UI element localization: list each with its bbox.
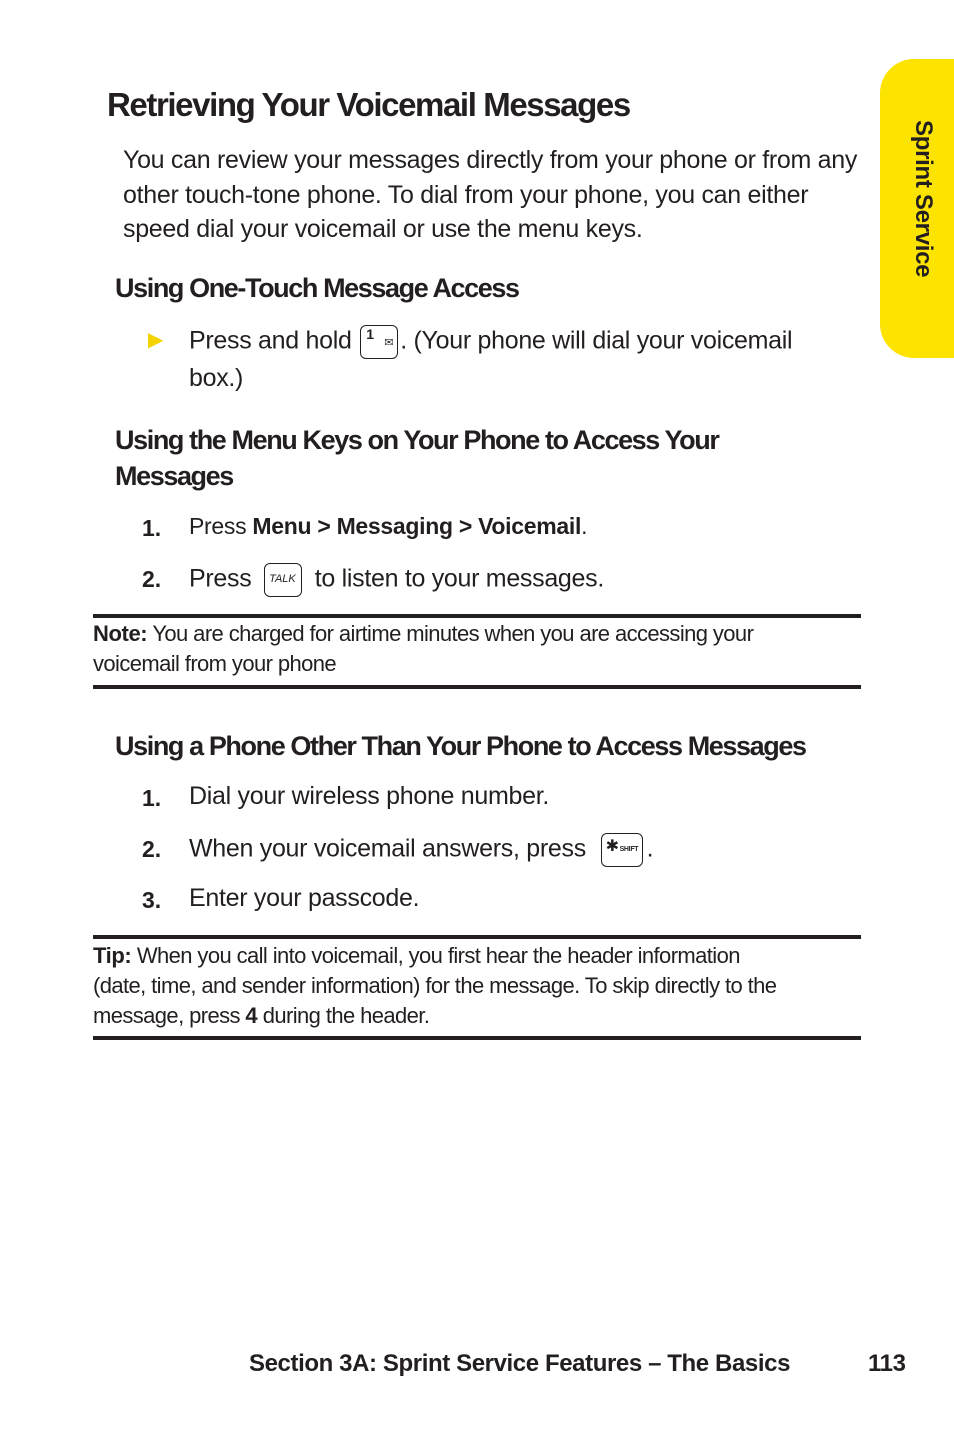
voicemail-key-icon: 1 ✉	[360, 325, 398, 359]
step-menu-path: Press Menu > Messaging > Voicemail.	[189, 513, 588, 539]
tip-label: Tip:	[93, 943, 132, 968]
step-text: Enter your passcode.	[189, 884, 420, 912]
page-title: Retrieving Your Voicemail Messages	[107, 86, 630, 123]
messaging-label: Messaging	[336, 513, 453, 539]
step-number: 1.	[142, 515, 162, 541]
section-heading-one-touch: Using One-Touch Message Access	[115, 273, 519, 303]
step-number: 1.	[142, 785, 162, 811]
bullet-text-line2: box.)	[189, 364, 244, 392]
section-heading-other-phone: Using a Phone Other Than Your Phone to Access Messages	[115, 731, 806, 761]
step-text: When your voicemail answers, press ✱ SHIFT .	[189, 833, 653, 867]
section-heading-menu-keys-line2: Messages	[115, 461, 233, 491]
bullet-arrow-icon: ▶	[148, 329, 164, 351]
tip-bottom-rule	[93, 1036, 861, 1040]
step-text: Dial your wireless phone number.	[189, 782, 550, 810]
footer-section-title: Section 3A: Sprint Service Features – The Basics	[249, 1350, 791, 1377]
step-number: 3.	[142, 887, 162, 913]
bullet-text-before: Press and hold	[189, 326, 352, 355]
bullet-text-after: . (Your phone will dial your voicemail	[400, 326, 793, 355]
note-bottom-rule	[93, 685, 861, 689]
page-number: 113	[868, 1350, 906, 1377]
intro-paragraph: You can review your messages directly from your phone or from any other touch-tone phone. To dial from your phone, you can either speed dial your voicemail or use the menu keys.	[123, 146, 858, 243]
menu-label: Menu	[252, 513, 312, 539]
voicemail-label: Voicemail	[478, 513, 582, 539]
note-top-rule	[93, 614, 861, 618]
star-shift-key-icon: ✱ SHIFT	[601, 833, 643, 867]
step-talk: Press TALK to listen to your messages.	[189, 563, 604, 597]
note-box: Note: You are charged for airtime minutes when you are accessing your voicemail from your phone	[93, 621, 754, 676]
step-number: 2.	[142, 836, 162, 862]
note-label: Note:	[93, 621, 148, 646]
tip-top-rule	[93, 935, 861, 939]
talk-key-icon: TALK	[264, 563, 302, 597]
tip-box: Tip: When you call into voicemail, you first hear the header information (date, time, and sender information) for the message. To skip directly to the message, press 4 during the header.	[93, 943, 777, 1028]
bullet-item	[189, 325, 792, 359]
side-tab-label: Sprint Service	[910, 120, 937, 278]
section-heading-menu-keys-line1: Using the Menu Keys on Your Phone to Access Your	[115, 425, 719, 455]
step-number: 2.	[142, 566, 162, 592]
